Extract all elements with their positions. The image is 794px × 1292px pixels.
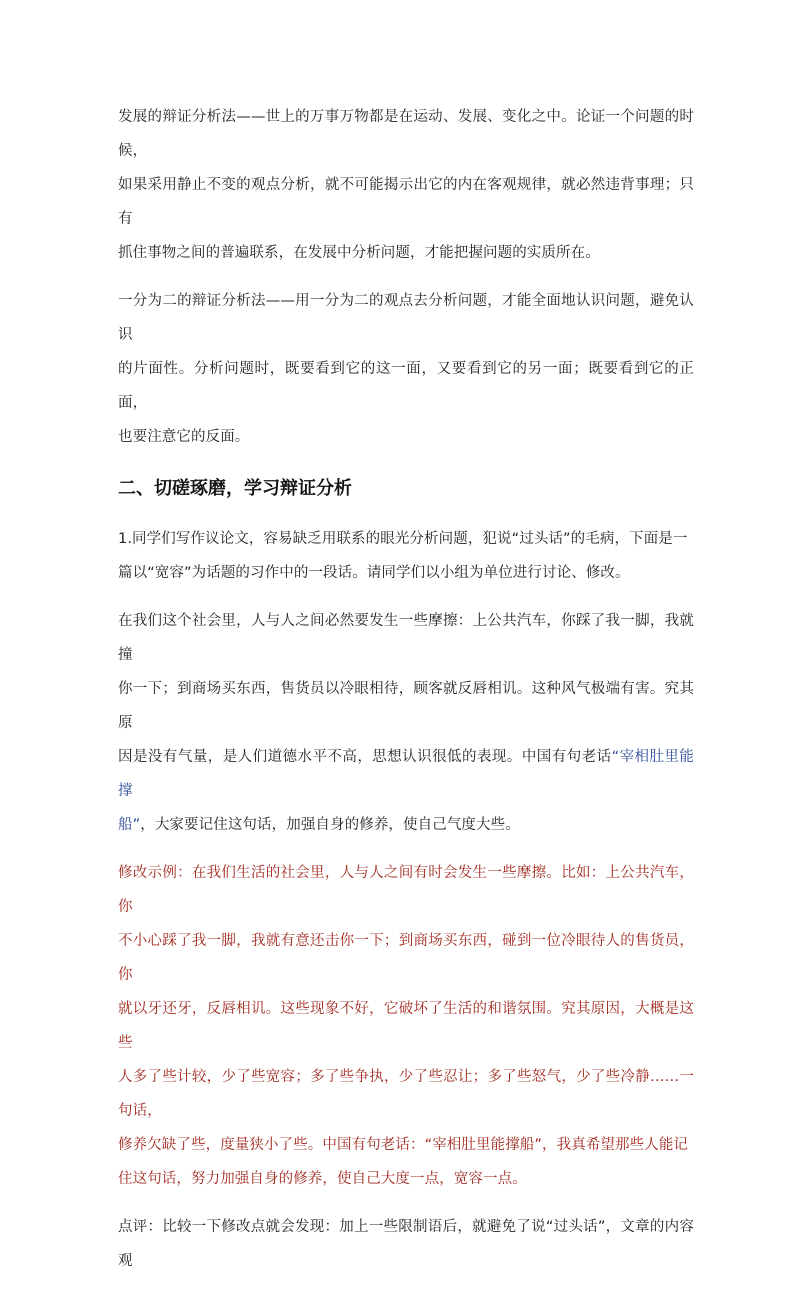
- text-line: 不小心踩了我一脚，我就有意还击你一下；到商场买东西，碰到一位冷眼待人的售货员，你: [118, 933, 694, 983]
- text-line: 人多了些计较，少了些宽容；多了些争执，少了些忍让；多了些怒气，少了些冷静……一句话，: [118, 1069, 694, 1119]
- text-line: 修养欠缺了些，度量狭小了些。中国有句老话：“宰相肚里能撑船”，我真希望那些人能记: [118, 1137, 689, 1153]
- paragraph-one-divides-into-two: [118, 284, 694, 454]
- text-line: 抓住事物之间的普遍联系，在发展中分析问题，才能把握问题的实质所在。: [118, 245, 600, 261]
- paragraph-commentary: [118, 1210, 694, 1278]
- quoted-proverb: “宰相肚里能撑: [118, 749, 694, 799]
- text-line: 也要注意它的反面。: [118, 429, 250, 445]
- text-line: 修改示例：在我们生活的社会里，人与人之间有时会发生一些摩擦。比如：上公共汽车，你: [118, 865, 694, 915]
- text-line: 1.同学们写作议论文，容易缺乏用联系的眼光分析问题，犯说“过头话”的毛病，下面是一: [118, 531, 688, 547]
- paragraph-development-method: [118, 100, 694, 270]
- paragraph-exercise-instruction: [118, 522, 694, 590]
- paragraph-student-excerpt: [118, 604, 694, 842]
- text-line: 如果采用静止不变的观点分析，就不可能揭示出它的内在客观规律，就必然违背事理；只有: [118, 177, 694, 227]
- text-line: 的片面性。分析问题时，既要看到它的这一面，又要看到它的另一面；既要看到它的正面，: [118, 361, 694, 411]
- section-heading: 二、切磋琢磨，学习辩证分析: [118, 478, 352, 499]
- text-segment: ，大家要记住这句话，加强自身的修养，使自己气度大些。: [140, 817, 520, 833]
- text-line: 就以牙还牙，反唇相讥。这些现象不好，它破坏了生活的和谐氛围。究其原因，大概是这些: [118, 1001, 694, 1051]
- quoted-proverb: 船”: [118, 817, 141, 833]
- text-line: 点评：比较一下修改点就会发现：加上一些限制语后，就避免了说“过头话”，文章的内容观: [118, 1219, 694, 1269]
- text-line: 住这句话，努力加强自身的修养，使自己大度一点，宽容一点。: [118, 1171, 527, 1187]
- text-line: [118, 808, 694, 842]
- text-line: 发展的辩证分析法——世上的万事万物都是在运动、发展、变化之中。论证一个问题的时候，: [118, 109, 694, 159]
- text-line: 一分为二的辩证分析法——用一分为二的观点去分析问题，才能全面地认识问题，避免认识: [118, 293, 694, 343]
- text-line: 篇以“宽容”为话题的习作中的一段话。请同学们以小组为单位进行讨论、修改。: [118, 565, 630, 581]
- text-line: 你一下；到商场买东西，售货员以冷眼相待，顾客就反唇相讥。这种风气极端有害。究其原: [118, 681, 694, 731]
- paragraph-revision-example: [118, 856, 694, 1196]
- text-line: 在我们这个社会里，人与人之间必然要发生一些摩擦：上公共汽车，你踩了我一脚，我就撞: [118, 613, 694, 663]
- text-line: [118, 740, 694, 808]
- text-segment: 因是没有气量，是人们道德水平不高，思想认识很低的表现。中国有句老话: [118, 749, 612, 765]
- document-page: [118, 100, 694, 1292]
